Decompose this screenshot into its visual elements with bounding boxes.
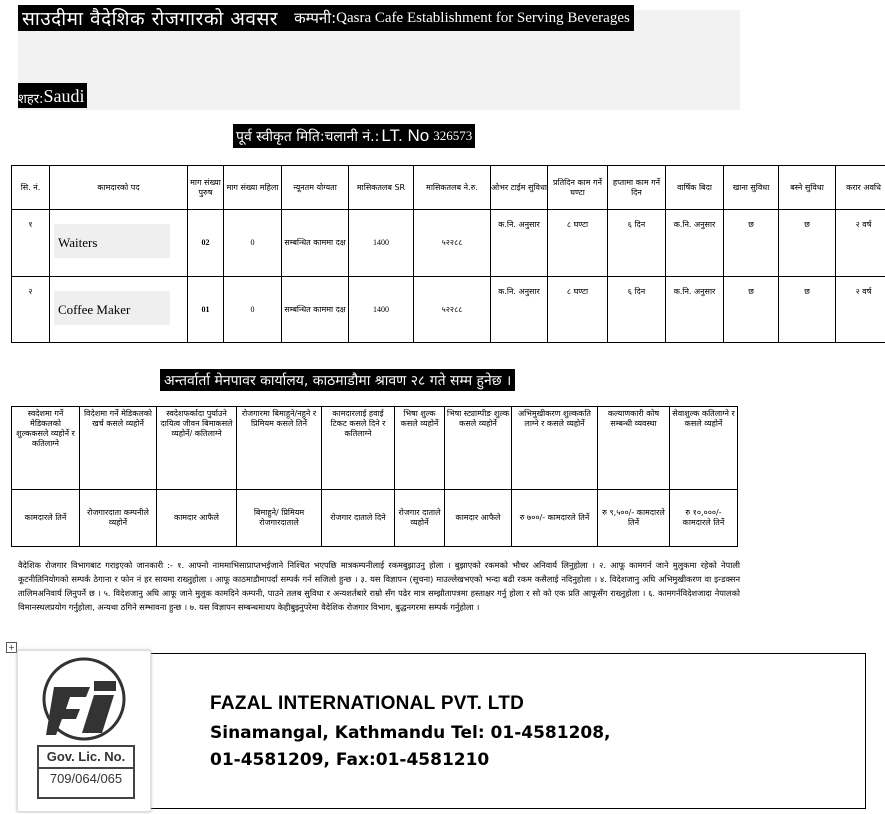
header-cell: सि. नं.	[12, 166, 50, 210]
value-cell: कामदार आफैले	[445, 490, 512, 547]
agency-address: Sinamangal, Kathmandu Tel: 01-4581208,	[210, 723, 611, 743]
work-days: ६ दिन	[608, 277, 666, 343]
header-cell: माग संख्या पुरुष	[188, 166, 224, 210]
logo-card	[17, 650, 151, 812]
license-label: Gov. Lic. No.	[46, 749, 126, 764]
qualification: सम्बन्धित काममा दक्ष	[282, 277, 349, 343]
header-cell: वार्षिक बिदा	[666, 166, 724, 210]
header-cell: भिषा स्ट्याम्पीङ शुल्क कसले व्यहोर्ने	[445, 407, 512, 490]
cost-header-row	[12, 407, 738, 490]
header-cell: अभिमुखीकरण शुल्ककति लाग्ने र कसले व्यहोर्ने	[512, 407, 598, 490]
header-cell: ओभर टाईम सुविधा	[491, 166, 548, 210]
serial-number: २	[12, 277, 50, 343]
contract-period: २ वर्ष	[836, 210, 885, 277]
value-cell: रु १०,०००/- कामदारले तिर्ने	[670, 490, 738, 547]
salary-sr: 1400	[349, 210, 414, 277]
interview-notice: अन्तर्वार्ता मेनपावर कार्यालय, काठमाडौमा श्रावण २८ गते सम्म हुनेछ ।	[160, 369, 515, 391]
jobs-table	[11, 165, 885, 343]
header-cell: रोजगारमा बिमाहुने/नहुने र प्रिमियम कसले तिर्ने	[237, 407, 322, 490]
header-cell: हप्तामा काम गर्ने दिन	[608, 166, 666, 210]
city-value: Saudi	[43, 86, 85, 106]
work-days: ६ दिन	[608, 210, 666, 277]
header-cell: करार अवधि	[836, 166, 885, 210]
header-cell: कल्याणकारी कोष सम्बन्धी व्यवस्था	[598, 407, 670, 490]
table-row	[12, 210, 885, 277]
value-cell: रोजगार दाताले व्यहोर्ने	[395, 490, 445, 547]
value-cell: रु ७००/- कामदारले तिर्ने	[512, 490, 598, 547]
male-demand: 01	[188, 277, 224, 343]
company-logo-icon	[18, 651, 150, 745]
header-cell: माग संख्या महिला	[224, 166, 282, 210]
annual-leave: क.नि. अनुसार	[666, 277, 724, 343]
company-name: Qasra Cafe Establishment for Serving Beverages	[336, 9, 630, 26]
female-demand: 0	[224, 277, 282, 343]
work-hours: ८ घण्टा	[548, 277, 608, 343]
header-cell: बस्ने सुविधा	[779, 166, 836, 210]
move-handle-icon[interactable]: +	[6, 642, 17, 653]
annual-leave: क.नि. अनुसार	[666, 210, 724, 277]
value-cell: रु ९,५००/- कामदारले तिर्ने	[598, 490, 670, 547]
female-demand: 0	[224, 210, 282, 277]
header-cell: भिषा शुल्क कसले व्यहोर्ने	[395, 407, 445, 490]
table-row	[12, 490, 738, 547]
serial-number: १	[12, 210, 50, 277]
value-cell: रोजगारदाता कम्पनीले व्यहोर्ने	[80, 490, 157, 547]
accommodation: छ	[779, 210, 836, 277]
value-cell: रोजगार दाताले दिने	[322, 490, 395, 547]
header-cell: प्रतिदिन काम गर्ने घण्टा	[548, 166, 608, 210]
agency-name: FAZAL INTERNATIONAL PVT. LTD	[210, 693, 525, 714]
header-cell: स्वदेशमा गर्ने मेडिकलको शुल्ककसले व्यहोर्ने र कतिलाग्ने	[12, 407, 80, 490]
page-title: साउदीमा वैदेशिक रोजगारको अवसर	[22, 8, 279, 30]
cost-table	[11, 406, 738, 547]
value-cell: बिमाहुने/ प्रिमियम रोजगारदाताले	[237, 490, 322, 547]
license-number: 709/064/065	[39, 767, 133, 786]
salary-npr: ५२२८८	[414, 277, 491, 343]
table-row	[12, 277, 885, 343]
lt-no-label: LT. No	[381, 126, 430, 145]
accommodation: छ	[779, 277, 836, 343]
lt-number: 326573	[433, 128, 473, 143]
contract-period: २ वर्ष	[836, 277, 885, 343]
city-label: शहर:	[18, 92, 44, 107]
position-name: Coffee Maker	[54, 291, 170, 325]
header-cell: खाना सुविधा	[724, 166, 779, 210]
food: छ	[724, 210, 779, 277]
work-hours: ८ घण्टा	[548, 210, 608, 277]
header-cell: मासिकतलब ने.रु.	[414, 166, 491, 210]
male-demand: 02	[188, 210, 224, 277]
salary-sr: 1400	[349, 277, 414, 343]
header-title-bar	[18, 5, 634, 31]
header-cell: कामदारलाई हवाई टिकट कसले दिने र कतिलाग्ने	[322, 407, 395, 490]
salary-npr: ५२२८८	[414, 210, 491, 277]
approval-label: पूर्व स्वीकृत मिति:चलानी नं.:	[236, 128, 380, 145]
header-cell: स्वदेशफर्कादा पुर्याउने दायित्व जीवन बिमाकसले व्यहोर्ने/ कतिलाग्ने	[157, 407, 237, 490]
header-cell: मासिकतलब SR	[349, 166, 414, 210]
header-cell: कामदारको पद	[50, 166, 188, 210]
header-cell: न्यूनतम योग्यता	[282, 166, 349, 210]
position-name: Waiters	[54, 224, 170, 258]
license-box	[37, 745, 135, 799]
value-cell: कामदार आफैले	[157, 490, 237, 547]
header-cell: सेवाशुल्क कतिलाग्ने र कसले व्यहोर्ने	[670, 407, 738, 490]
food: छ	[724, 277, 779, 343]
overtime: क.नि. अनुसार	[491, 277, 548, 343]
jobs-header-row	[12, 166, 885, 210]
value-cell: कामदारले तिर्ने	[12, 490, 80, 547]
header-cell: विदेशमा गर्ने मेडिकलको खर्च कसले व्यहोर्ने	[80, 407, 157, 490]
company-label: कम्पनी:	[294, 9, 337, 27]
approval-bar	[233, 124, 475, 148]
department-notice: वैदेशिक रोजगार विभागबाट गराइएको जानकारी :- १. आफ्नो नाममाभिसाप्राप्तभईजाने निश्चित भएपछि मात्रकम्पनीलाई रकमबुझाउनु होला । बुझाएको रकमको भौचर अनिवार्य लिनुहोला । २. आफू कामगर्न जाने मुलुकमा रहेको नेपाली कूटनीतिनियोगको सम्पर्क ठेगाना र फोन नं हर सायमा राख्नुहोला । आफू काठमाडौमापर्दा सम्पर्क गर्न सजिलो हुन्छ । ३. यस विज्ञापन (सूचना) माउल्लेखभएको भन्दा बढी रकम कसैलाई नदिनुहोला । ४. विदेशजानु अघि अभिमुखीकरण वा इन्डक्सन तालिमअनिवार्य लिनुपर्ने छ । ५. विदेशजानु अघि आफू जाने मुलुक कामदिने कम्पनी, पाउने तलब सुविधा र अन्यशर्तबारे राम्रो सँग पढेर मात्र सम्झौतापत्रमा हस्ताक्षर गर्नु होला र सो को एक प्रति आफूसँग राख्नुहोला । ६. कामगर्नविदेशजादा नेपालको विमानस्थलप्रयोग गर्नुहोला, अन्यथा ठगिने सम्भावना हुन्छ । ७. यस विज्ञापन सम्बन्धमाथप केहीबुझ्नुपरेमा वैदेशिक रोजगार विभाग, बुद्धनगरमा सम्पर्क गर्नुहोला ।	[18, 560, 740, 612]
agency-contact: 01-4581209, Fax:01-4581210	[210, 750, 490, 770]
city-bar	[18, 83, 87, 108]
qualification: सम्बन्धित काममा दक्ष	[282, 210, 349, 277]
overtime: क.नि. अनुसार	[491, 210, 548, 277]
